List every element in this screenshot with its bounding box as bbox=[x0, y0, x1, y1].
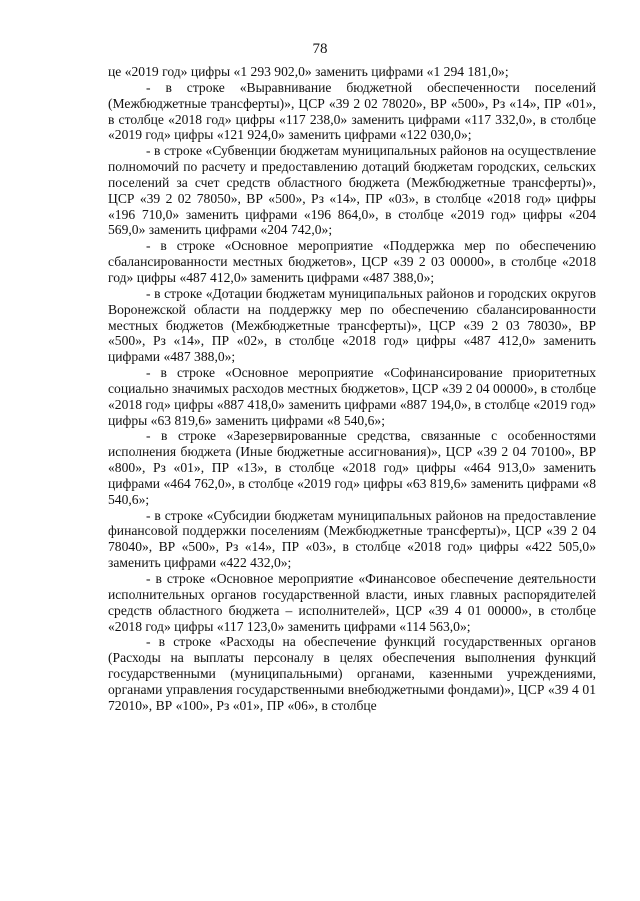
paragraph-item: - в строке «Выравнивание бюджетной обеспеченности поселений (Межбюджетные трансферты)», ЦСР «39 2 02 78020», ВР «500», Рз «14», ПР «01», в столбце «2018 год» цифры «117 238,0» заменить цифрами «117 332,0», в столбце «2019 год» цифры «121 924,0» заменить цифрами «122 030,0»; bbox=[108, 79, 596, 143]
document-body bbox=[108, 64, 596, 714]
page-number: 78 bbox=[312, 41, 328, 57]
paragraph-item: - в строке «Субвенции бюджетам муниципальных районов на осуществление полномочий по расчету и предоставлению дотаций бюджетам городских, сельских поселений за счет средств областного бюджета (Межбюджетные трансферты)», ЦСР «39 2 02 78050», ВР «500», Рз «14», ПР «03», в столбце «2018 год» цифры «196 710,0» заменить цифрами «196 864,0», в столбце «2019 год» цифры «204 569,0» заменить цифрами «204 742,0»; bbox=[108, 143, 596, 238]
paragraph-item: - в строке «Расходы на обеспечение функций государственных органов (Расходы на выплаты персоналу в целях обеспечения выполнения функций государственными (муниципальными) органами, казенными учреждениями, органами управления государственными внебюджетными фондами)», ЦСР «39 4 01 72010», ВР «100», Рз «01», ПР «06», в столбце bbox=[108, 634, 596, 713]
paragraph-item: - в строке «Дотации бюджетам муниципальных районов и городских округов Воронежской области на поддержку мер по обеспечению сбалансированности местных бюджетов (Межбюджетные трансферты)», ЦСР «39 2 03 78030», ВР «500», Рз «14», ПР «02», в столбце «2018 год» цифры «487 412,0» заменить цифрами «487 388,0»; bbox=[108, 285, 596, 365]
paragraph-item: - в строке «Субсидии бюджетам муниципальных районов на предоставление финансовой поддержки поселениям (Межбюджетные трансферты)», ЦСР «39 2 04 78040», ВР «500», Рз «14», ПР «03», в столбце «2018 год» цифры «422 505,0» заменить цифрами «422 432,0»; bbox=[108, 507, 596, 571]
paragraph-item: - в строке «Основное мероприятие «Поддержка мер по обеспечению сбалансированности местных бюджетов», ЦСР «39 2 03 00000», в столбце «2018 год» цифры «487 412,0» заменить цифрами «487 388,0»; bbox=[108, 238, 596, 285]
paragraph-continuation: це «2019 год» цифры «1 293 902,0» заменить цифрами «1 294 181,0»; bbox=[108, 64, 509, 79]
paragraph-item: - в строке «Зарезервированные средства, связанные с особенностями исполнения бюджета (Иные бюджетные ассигнования)», ЦСР «39 2 04 70100», ВР «800», Рз «01», ПР «13», в столбце «2018 год» цифры «464 913,0» заменить цифрами «464 762,0», в столбце «2019 год» цифры «63 819,6» заменить цифрами «8 540,6»; bbox=[108, 428, 596, 507]
paragraph-item: - в строке «Основное мероприятие «Финансовое обеспечение деятельности исполнительных органов государственной власти, иных главных распорядителей средств областного бюджета – исполнителей», ЦСР «39 4 01 00000», в столбце «2018 год» цифры «117 123,0» заменить цифрами «114 563,0»; bbox=[108, 571, 596, 634]
paragraph-item: - в строке «Основное мероприятие «Софинансирование приоритетных социально значимых расходов местных бюджетов», ЦСР «39 2 04 00000», в столбце «2018 год» цифры «887 418,0» заменить цифрами «887 194,0», в столбце «2019 год» цифры «63 819,6» заменить цифрами «8 540,6»; bbox=[108, 365, 596, 428]
